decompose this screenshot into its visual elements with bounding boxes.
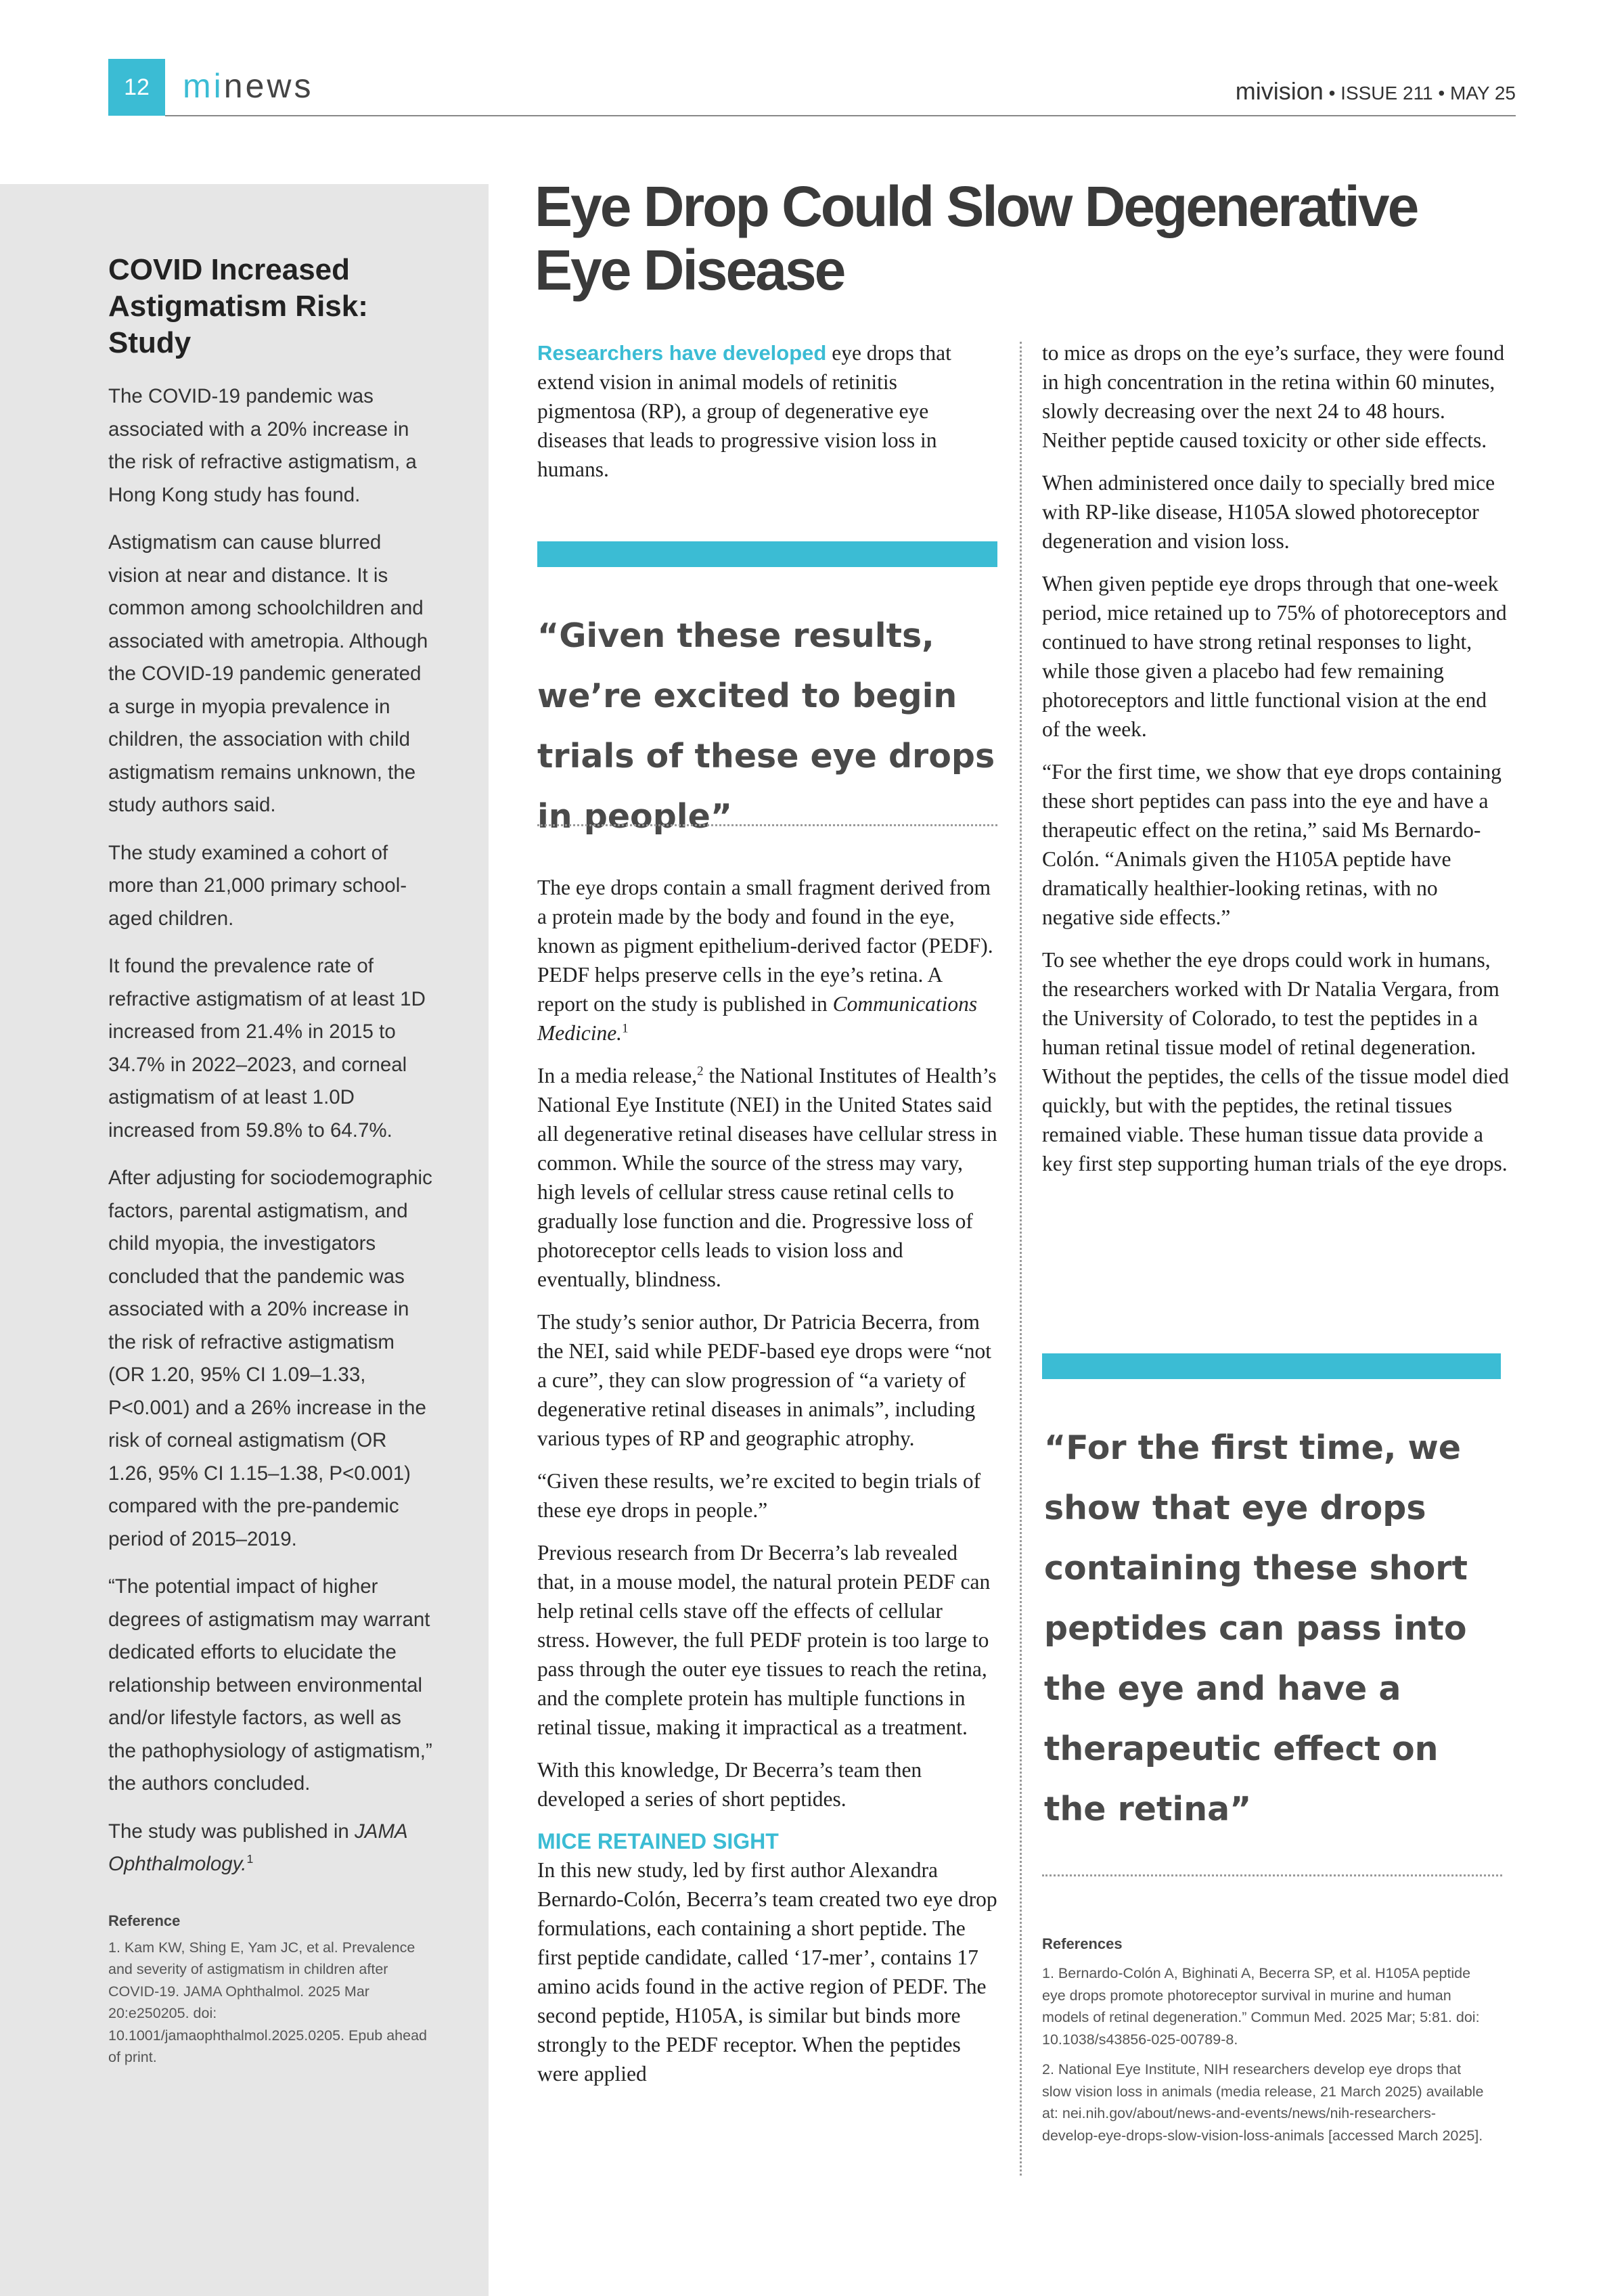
sidebar — [0, 184, 489, 2296]
body-paragraph: In this new study, led by first author Alexandra Bernardo-Colón, Becerra’s team created two eye drop formulations, each containing a short peptide. The first peptide candidate, called ‘17-mer’, contains 17 amino acids found in the active region of PEDF. The second peptide, H105A, is similar but binds more strongly to the PEDF receptor. When the peptides were applied — [537, 1858, 997, 2086]
published-sup: 1 — [246, 1852, 254, 1866]
references — [1042, 1935, 1489, 2155]
published-prefix: The study was published in — [108, 1820, 355, 1843]
p1-journal: Communications Medicine. — [537, 992, 978, 1045]
sidebar-content — [108, 252, 433, 2069]
column-divider — [1020, 342, 1022, 2176]
section-brand — [183, 62, 314, 110]
p2-start: In a media release, — [537, 1064, 698, 1087]
page-number: 12 — [108, 59, 165, 116]
quote-bar — [537, 541, 997, 567]
sidebar-published — [108, 1816, 433, 1881]
p1-sup: 1 — [622, 1021, 629, 1036]
body-paragraph: The study’s senior author, Dr Patricia Becerra, from the NEI, said while PEDF-based eye drops were “not a cure”, they can slow progression of “a variety of degenerative retinal diseases in animals”, including various types of RP and geographic atrophy. — [537, 1310, 991, 1450]
p2-sup: 2 — [697, 1064, 704, 1079]
p2-rest: the National Institutes of Health’s National Eye Institute (NEI) in the United States said all degenerative retinal diseases have cellular stress in common. While the source of the stress may vary, high levels of cellular stress cause retinal cells to gradually lose function and die. Progressive loss of photoreceptor cells leads to vision loss and eventually, blindness. — [537, 1064, 997, 1291]
sidebar-paragraph: Astigmatism can cause blurred vision at near and distance. It is common among schoolchildren and associated with ametropia. Although the COVID-19 pandemic generated a surge in myopia prevalence in children, the association with child astigmatism remains unknown, the study authors said. — [108, 531, 428, 816]
article-column-1-body — [537, 873, 997, 2102]
body-paragraph: Previous research from Dr Becerra’s lab revealed that, in a mouse model, the natural protein PEDF can help retinal cells stave off the effects of cellular stress. However, the full PEDF protein is too large to pass through the outer eye tissues to reach the retina, and the complete protein has multiple functions in retinal tissue, making it impractical as a treatment. — [537, 1541, 991, 1739]
body-paragraph — [537, 1061, 997, 1294]
publication-name: mivision — [1235, 77, 1324, 105]
sidebar-paragraph: The COVID-19 pandemic was associated with a 20% increase in the risk of refractive astigmatism, a Hong Kong study has found. — [108, 385, 417, 506]
quote-bar — [1042, 1353, 1501, 1379]
pull-quote: “Given these results, we’re excited to begin trials of these eye drops in people” — [537, 616, 995, 836]
sidebar-reference-heading: Reference — [108, 1912, 181, 1929]
article-headline: Eye Drop Could Slow Degenerative Eye Disease — [535, 175, 1418, 302]
sidebar-reference: 1. Kam KW, Shing E, Yam JC, et al. Prevalence and severity of astigmatism in children after COVID-19. JAMA Ophthalmol. 2025 Mar 20:e250205. doi: 10.1001/jamaophthalmol.2025.0205. Epub ahead of print. — [108, 1939, 427, 2065]
reference-item: 2. National Eye Institute, NIH researchers develop eye drops that slow vision loss in animals (media release, 21 March 2025) available at: nei.nih.gov/about/news-and-events/news/nih-researchers-develop-eye-drops-slow-vision-loss-animals [accessed March 2025]. — [1042, 2061, 1484, 2144]
body-paragraph: To see whether the eye drops could work in humans, the researchers worked with Dr Natalia Vergara, from the University of Colorado, to test the peptides in a human retinal tissue model of retinal degeneration. Without the peptides, the cells of the tissue model died quickly, but with the peptides, the retinal tissues remained viable. These human tissue data provide a key first step supporting human trials of the eye drops. — [1042, 948, 1509, 1175]
sidebar-paragraph: After adjusting for sociodemographic factors, parental astigmatism, and child myopia, the investigators concluded that the pandemic was associated with a 20% increase in the risk of refractive astigmatism (OR 1.20, 95% CI 1.09–1.33, P<0.001) and a 26% increase in the risk of corneal astigmatism (OR 1.26, 95% CI 1.15–1.38, P<0.001) compared with the pre-pandemic period of 2015–2019. — [108, 1167, 432, 1550]
quote-divider — [537, 824, 997, 826]
header-rule — [165, 115, 1516, 116]
quote-divider — [1042, 1874, 1502, 1876]
pull-quote: “For the first time, we show that eye drops containing these short peptides can pass into the eye and have a therapeutic effect on the retina” — [1044, 1428, 1468, 1828]
issue-info — [1236, 74, 1516, 110]
brand-mi: mi — [183, 67, 224, 105]
sidebar-paragraph: It found the prevalence rate of refractive astigmatism of at least 1D increased from 21.4% in 2015 to 34.7% in 2022–2023, and corneal astigmatism of at least 1.0D increased from 59.8% to 64.7%. — [108, 955, 426, 1142]
lead-highlight: Researchers have developed — [537, 341, 827, 365]
issue-date: • ISSUE 211 • MAY 25 — [1323, 83, 1516, 104]
brand-news: news — [223, 67, 314, 105]
body-paragraph: When administered once daily to specially bred mice with RP-like disease, H105A slowed photoreceptor degeneration and vision loss. — [1042, 471, 1495, 553]
lead-paragraph — [537, 338, 997, 484]
p1-text: The eye drops contain a small fragment derived from a protein made by the body and found in the eye, known as pigment epithelium-derived factor (PEDF). PEDF helps preserve cells in the eye’s retina. A report on the study is published in — [537, 876, 993, 1016]
body-paragraph: With this knowledge, Dr Becerra’s team then developed a series of short peptides. — [537, 1758, 922, 1811]
body-paragraph: When given peptide eye drops through that one-week period, mice retained up to 75% of photoreceptors and continued to have strong retinal responses to light, while those given a placebo had few remaining photoreceptors and little functional vision at the end of the week. — [1042, 572, 1507, 741]
body-paragraph — [537, 873, 997, 1048]
reference-item: 1. Bernardo-Colón A, Bighinati A, Becerra SP, et al. H105A peptide eye drops promote photoreceptor survival in murine and human models of retinal degeneration.” Commun Med. 2025 Mar; 5:81. doi: 10.1038/s43856-025-00789-8. — [1042, 1965, 1480, 2048]
references-heading: References — [1042, 1935, 1123, 1952]
body-paragraph: to mice as drops on the eye’s surface, they were found in high concentration in the retina within 60 minutes, slowly decreasing over the next 24 to 48 hours. Neither peptide caused toxicity or other side effects. — [1042, 341, 1505, 452]
body-paragraph: “Given these results, we’re excited to begin trials of these eye drops in people.” — [537, 1469, 981, 1522]
lead-text: eye drops that extend vision in animal models of retinitis pigmentosa (RP), a group of degenerative eye diseases that leads to progressive vision loss in humans. — [537, 341, 951, 481]
sidebar-title: COVID Increased Astigmatism Risk: Study — [108, 253, 368, 359]
subheading: MICE RETAINED SIGHT — [537, 1829, 779, 1853]
article-column-1 — [537, 338, 997, 497]
published-journal: JAMA Ophthalmology. — [108, 1820, 407, 1875]
body-paragraph: “For the first time, we show that eye drops containing these short peptides can pass into the eye and have a therapeutic effect on the retina,” said Ms Bernardo-Colón. “Animals given the H105A peptide have dramatically healthier-looking retinas, with no negative side effects.” — [1042, 760, 1502, 929]
article-column-2 — [1042, 338, 1509, 1192]
sidebar-paragraph: The study examined a cohort of more than 21,000 primary school-aged children. — [108, 841, 407, 930]
sidebar-paragraph: “The potential impact of higher degrees of astigmatism may warrant dedicated efforts to elucidate the relationship between environmental and/or lifestyle factors, as well as the pathophysiology of astigmatism,” the authors concluded. — [108, 1575, 432, 1795]
